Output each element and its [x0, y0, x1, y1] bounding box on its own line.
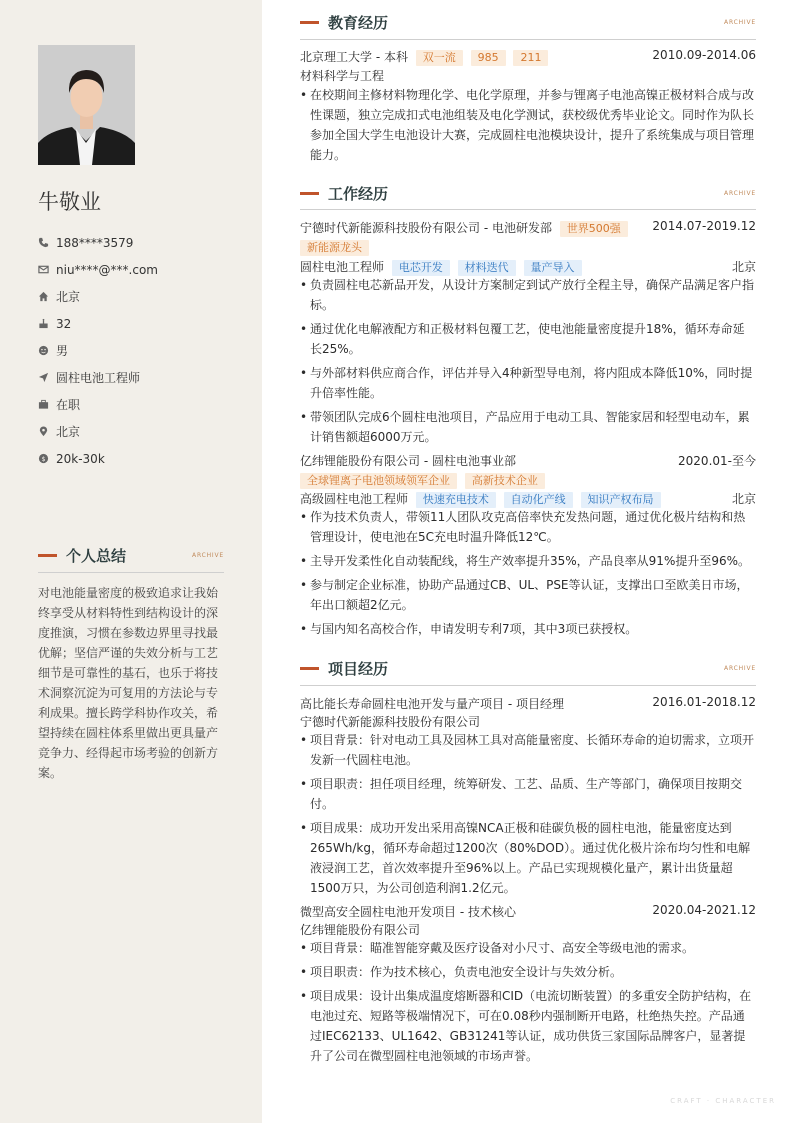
summary-text: 对电池能量密度的极致追求让我始终享受从材料特性到结构设计的深度推演，习惯在参数边界里寻找最优解；坚信严谨的失效分析与工艺细节是可靠性的基石，也乐于将技术洞察沉淀为可复用的方法论与专利成果。擅长跨学科协作攻关，希望持续在圆柱体系里做出更具量产竞争力、经得起市场考验的创新方案。: [38, 586, 219, 780]
job-company-tags-row: [300, 240, 756, 256]
project-name: 微型高安全圆柱电池开发项目 - 技术核心: [300, 905, 516, 919]
job-company-tags-row: [300, 473, 756, 489]
section-accent-bar: [300, 667, 319, 670]
divider: [300, 39, 756, 40]
info-salary: $ 20k-30k: [38, 445, 238, 472]
job-role: 圆柱电池工程师: [300, 260, 385, 274]
info-status: 在职: [38, 391, 238, 418]
company-tag: 高新技术企业: [465, 473, 545, 489]
education-title: 教育经历: [328, 14, 389, 32]
role-tag: 量产导入: [524, 260, 582, 276]
archive-label: ARCHIVE: [724, 19, 756, 26]
profile-photo: [38, 45, 135, 165]
job-company-row: [300, 452, 756, 469]
school-name: 北京理工大学 - 本科: [300, 50, 408, 64]
list-item: • 在校期间主修材料物理化学、电化学原理，并参与锂离子电池高镍正极材料合成与改性课题，独立完成扣式电池组装及电化学测试，获校级优秀毕业论文。同时作为队长参加全国大学生电池设计大赛，完成圆柱电池模块设计，提升了系统集成与项目管理能力。: [300, 88, 755, 162]
job-city: 北京: [731, 492, 756, 506]
company-name: 宁德时代新能源科技股份有限公司 - 电池研发部: [300, 221, 552, 235]
job-role-row: [300, 258, 756, 276]
job-role: 高级圆柱电池工程师: [300, 492, 409, 506]
job-date: 2020.01-至今: [678, 454, 756, 468]
info-phone: 188****3579: [38, 229, 238, 256]
company-tag: 全球锂离子电池领域领军企业: [300, 473, 457, 489]
contact-info: [38, 229, 238, 472]
project-date: 2020.04-2021.12: [652, 903, 756, 917]
info-gender: 男: [38, 337, 238, 364]
project-name-row: [300, 695, 756, 712]
projects-header: [300, 658, 756, 679]
company-tag: 新能源龙头: [300, 240, 369, 256]
salary-icon: [38, 453, 56, 464]
list-item: • 主导开发柔性化自动装配线，将生产效率提升35%，产品良率从91%提升至96%。: [300, 554, 751, 568]
summary-header: [38, 545, 224, 566]
project-company: 宁德时代新能源科技股份有限公司: [300, 715, 481, 729]
job-city: 北京: [731, 260, 756, 274]
info-email: niu****@***.com: [38, 256, 238, 283]
list-item: • 作为技术负责人，带领11人团队攻克高倍率快充发热问题，通过优化极片结构和热管理设计，使电池在5C充电时温升降低12℃。: [300, 510, 746, 544]
archive-label: ARCHIVE: [192, 552, 224, 559]
job-role-row: [300, 490, 756, 508]
education-school-row: [300, 48, 756, 66]
list-item: • 与国内知名高校合作，申请发明专利7项，其中3项已获授权。: [300, 622, 638, 636]
list-item: • 与外部材料供应商合作，评估并导入4种新型导电剂，将内阻成本降低10%，同时提升倍率性能。: [300, 366, 753, 400]
divider: [38, 572, 224, 573]
gender-icon: [38, 345, 56, 356]
section-accent-bar: [38, 554, 57, 557]
role-tag: 电芯开发: [392, 260, 450, 276]
archive-label: ARCHIVE: [724, 190, 756, 197]
list-item: • 项目职责：担任项目经理，统筹研发、工艺、品质、生产等部门，确保项目按期交付。: [300, 777, 743, 811]
role-tag: 自动化产线: [504, 492, 573, 508]
list-item: • 带领团队完成6个圆柱电池项目，产品应用于电动工具、智能家居和轻型电动车，累计销售额超6000万元。: [300, 410, 750, 444]
candidate-name: 牛敬业: [38, 190, 101, 214]
info-position: 圆柱电池工程师: [38, 364, 238, 391]
list-item: • 通过优化电解液配方和正极材料包覆工艺，使电池能量密度提升18%，循环寿命延长25%。: [300, 322, 745, 356]
section-accent-bar: [300, 192, 319, 195]
list-item: • 项目成果：成功开发出采用高镍NCA正极和硅碳负极的圆柱电池，能量密度达到265Wh/kg，循环寿命超过1200次（80%DOD）。通过优化极片涂布均匀性和电解液浸润工艺，首次效率提升至96%以上。产品已实现规模化量产，累计出货量超1500万只，为公司创造利润1.2亿元。: [300, 821, 751, 895]
divider: [300, 209, 756, 210]
summary-title: 个人总结: [66, 547, 127, 565]
archive-label: ARCHIVE: [724, 665, 756, 672]
footer-watermark: CRAFT · CHARACTER: [670, 1097, 776, 1105]
work-header: [300, 183, 756, 204]
send-icon: [38, 372, 56, 383]
phone-icon: [38, 237, 56, 248]
location-icon: [38, 426, 56, 437]
school-tag: 211: [513, 50, 548, 66]
divider: [300, 685, 756, 686]
svg-text:$: $: [41, 454, 46, 463]
section-accent-bar: [300, 21, 319, 24]
list-item: • 项目背景：针对电动工具及园林工具对高能量密度、长循环寿命的迫切需求，立项开发新一代圆柱电池。: [300, 733, 755, 767]
list-item: • 负责圆柱电芯新品开发，从设计方案制定到试产放行全程主导，确保产品满足客户指标。: [300, 278, 755, 312]
school-tag: 985: [471, 50, 506, 66]
project-name-row: [300, 903, 756, 920]
list-item: • 参与制定企业标准，协助产品通过CB、UL、PSE等认证，支撑出口至欧美日市场，年出口额超2亿元。: [300, 578, 749, 612]
role-tag: 知识产权布局: [581, 492, 661, 508]
info-age: 32: [38, 310, 238, 337]
info-location: 北京: [38, 418, 238, 445]
school-tag: 双一流: [416, 50, 463, 66]
project-date: 2016.01-2018.12: [652, 695, 756, 709]
list-item: • 项目成果：设计出集成温度熔断器和CID（电流切断装置）的多重安全防护结构，在电池过充、短路等极端情况下，可在0.08秒内强制断开电路，杜绝热失控。产品通过IEC62133、UL1642、GB31241等认证，成功供货三家国际品牌客户，显著提升了公司在微型圆柱电池领域的市场声誉。: [300, 989, 752, 1063]
education-header: [300, 12, 756, 33]
mail-icon: [38, 264, 56, 275]
education-date: 2010.09-2014.06: [652, 48, 756, 62]
info-home: 北京: [38, 283, 238, 310]
projects-title: 项目经历: [328, 660, 389, 678]
company-name: 亿纬锂能股份有限公司 - 圆柱电池事业部: [300, 454, 516, 468]
list-item: • 项目职责：作为技术核心，负责电池安全设计与失效分析。: [300, 965, 623, 979]
list-item: • 项目背景：瞄准智能穿戴及医疗设备对小尺寸、高安全等级电池的需求。: [300, 941, 695, 955]
company-tag: 世界500强: [560, 221, 628, 237]
job-date: 2014.07-2019.12: [652, 219, 756, 233]
home-icon: [38, 291, 56, 302]
briefcase-icon: [38, 399, 56, 410]
project-name: 高比能长寿命圆柱电池开发与量产项目 - 项目经理: [300, 697, 564, 711]
cake-icon: [38, 318, 56, 329]
education-major: 材料科学与工程: [300, 69, 385, 83]
project-company: 亿纬锂能股份有限公司: [300, 923, 421, 937]
role-tag: 快速充电技术: [416, 492, 496, 508]
role-tag: 材料迭代: [458, 260, 516, 276]
work-title: 工作经历: [328, 185, 389, 203]
job-company-row: [300, 219, 756, 237]
